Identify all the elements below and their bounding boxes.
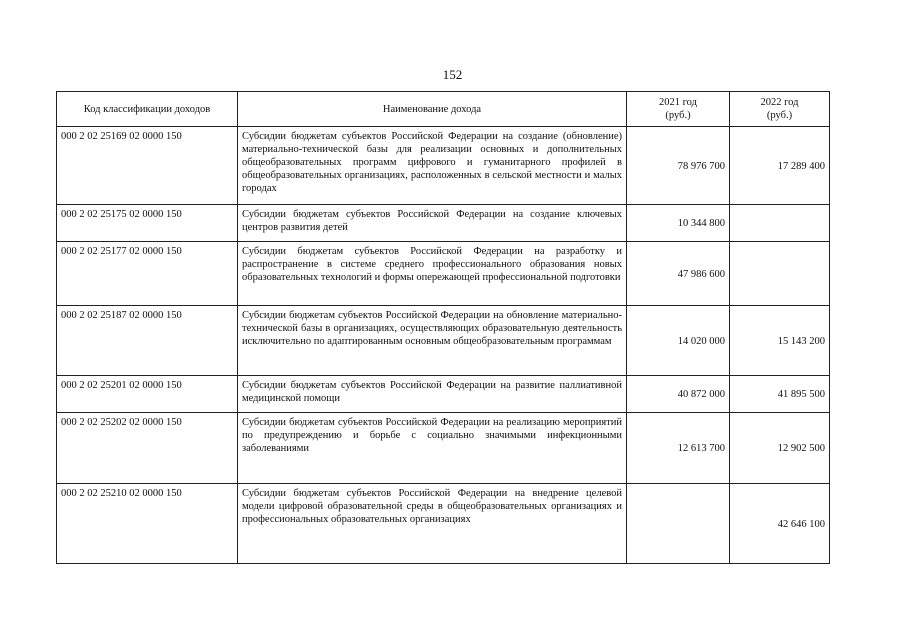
table-row [57,242,830,306]
row-code: 000 2 02 25177 02 0000 150 [57,242,238,306]
row-2022-amount: 15 143 200 [730,306,830,376]
row-name: Субсидии бюджетам субъектов Российской Федерации на создание ключевых центров развития детей [238,205,627,242]
row-2022-amount: 12 902 500 [730,413,830,484]
income-table [56,91,830,564]
row-2021-amount: 10 344 800 [627,205,730,242]
row-2022-amount [730,205,830,242]
row-name: Субсидии бюджетам субъектов Российской Федерации на создание (обновление) материально-технической базы для реализации основных и дополнительных общеобразовательных программ цифрового и гуманитарного профилей в общеобразовательных организациях, расположенных в сельской местности и малых городах [238,127,627,205]
row-2021-amount [627,484,730,564]
row-name: Субсидии бюджетам субъектов Российской Федерации на реализацию мероприятий по предупреждению и борьбе с социально значимыми инфекционными заболеваниями [238,413,627,484]
table-row [57,306,830,376]
row-name: Субсидии бюджетам субъектов Российской Федерации на разработку и распространение в системе среднего профессионального образования новых образовательных технологий и формы опережающей профессиональной подготовки [238,242,627,306]
row-2021-amount: 12 613 700 [627,413,730,484]
row-code: 000 2 02 25187 02 0000 150 [57,306,238,376]
table-row [57,484,830,564]
header-2021-unit: (руб.) [665,110,691,121]
page-number: 152 [442,67,463,82]
row-2022-amount: 17 289 400 [730,127,830,205]
table-row [57,205,830,242]
row-2021-amount: 40 872 000 [627,376,730,413]
row-2021-amount: 47 986 600 [627,242,730,306]
header-name: Наименование дохода [238,92,627,127]
header-2022-unit: (руб.) [766,110,793,121]
row-name: Субсидии бюджетам субъектов Российской Федерации на развитие паллиативной медицинской помощи [238,376,627,413]
header-2021-year: 2021 год [659,97,697,108]
row-code: 000 2 02 25201 02 0000 150 [57,376,238,413]
row-2022-amount: 42 646 100 [730,484,830,564]
row-2021-amount: 14 020 000 [627,306,730,376]
row-2022-amount: 41 895 500 [730,376,830,413]
table-row [57,127,830,205]
row-name: Субсидии бюджетам субъектов Российской Федерации на обновление материально-технической базы в организациях, осуществляющих образовательную деятельность исключительно по адаптированным основным общеобразовательным программам [238,306,627,376]
row-name: Субсидии бюджетам субъектов Российской Федерации на внедрение целевой модели цифровой образовательной среды в общеобразовательных организациях и профессиональных образовательных организациях [238,484,627,564]
row-2021-amount: 78 976 700 [627,127,730,205]
header-2022 [730,92,830,127]
header-2022-year: 2022 год [760,97,799,108]
table-row [57,376,830,413]
row-code: 000 2 02 25175 02 0000 150 [57,205,238,242]
header-code: Код классификации доходов [57,92,238,127]
table-row [57,413,830,484]
header-2021 [627,92,730,127]
row-code: 000 2 02 25202 02 0000 150 [57,413,238,484]
row-code: 000 2 02 25169 02 0000 150 [57,127,238,205]
row-2022-amount [730,242,830,306]
row-code: 000 2 02 25210 02 0000 150 [57,484,238,564]
table-header-row [57,92,830,127]
